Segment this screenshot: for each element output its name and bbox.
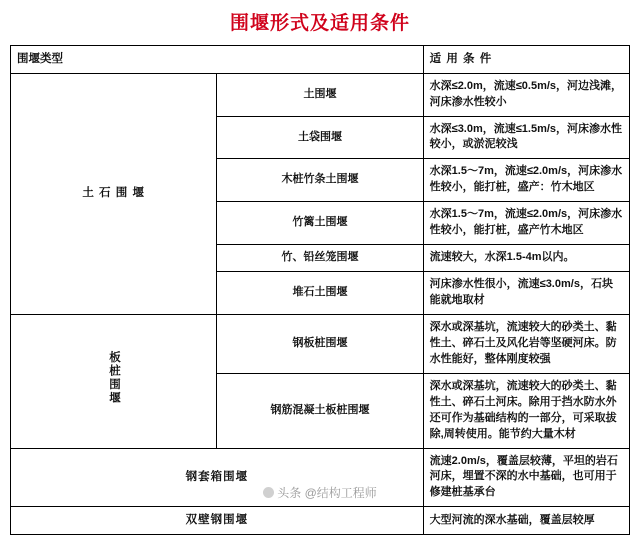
subtype-rc-sheet-pile: 钢筋混凝土板桩围堰 (217, 373, 423, 448)
desc-steel-sheet-pile: 深水或深基坑，流速较大的砂类土、黏性土、碎石土及风化岩等坚硬河床。防水性能好，整体刚度较强 (423, 314, 629, 373)
watermark-text: 头条 @结构工程师 (277, 486, 377, 500)
category-earth-rock: 土 石 围 堰 (11, 73, 217, 314)
desc-soilbag-cofferdam: 水深≤3.0m，流速≤1.5m/s，河床渗水性较小，或淤泥较浅 (423, 116, 629, 159)
table-row (11, 448, 630, 507)
desc-woodpile-bamboo-soil: 水深1.5～7m，流速≤2.0m/s，河床渗水性较小，能打桩，盛产：竹木地区 (423, 159, 629, 202)
header-type: 围堰类型 (11, 46, 424, 74)
subtype-woodpile-bamboo-soil: 木桩竹条土围堰 (217, 159, 423, 202)
subtype-bamboo-wire-cage: 竹、铅丝笼围堰 (217, 245, 423, 272)
subtype-soil-cofferdam: 土围堰 (217, 73, 423, 116)
desc-soil-cofferdam: 水深≤2.0m，流速≤0.5m/s，河边浅滩，河床渗水性较小 (423, 73, 629, 116)
desc-rockfill-soil: 河床渗水性很小，流速≤3.0m/s，石块能就地取材 (423, 272, 629, 315)
category-sheet-pile-label: 板桩围堰 (107, 351, 120, 406)
table-row (11, 314, 630, 373)
table-row (11, 73, 630, 116)
table-header-row (11, 46, 630, 74)
subtype-steel-sheet-pile: 钢板桩围堰 (217, 314, 423, 373)
subtype-rockfill-soil: 堆石土围堰 (217, 272, 423, 315)
category-sheet-pile (11, 314, 217, 448)
desc-double-wall-steel: 大型河流的深水基础，覆盖层较厚 (423, 507, 629, 535)
header-condition: 适 用 条 件 (423, 46, 629, 74)
category-double-wall-steel: 双壁钢围堰 (11, 507, 424, 535)
category-steel-caisson: 钢套箱围堰 (11, 448, 424, 507)
subtype-bamboo-fence-soil: 竹篱土围堰 (217, 202, 423, 245)
desc-steel-caisson: 流速2.0m/s，覆盖层较薄，平坦的岩石河床，埋置不深的水中基础，也可用于修建桩基承台 (423, 448, 629, 507)
desc-rc-sheet-pile: 深水或深基坑，流速较大的砂类土、黏性土、碎石土河床。除用于挡水防水外还可作为基础结构的一部分，可采取拔除,周转使用。能节约大量木材 (423, 373, 629, 448)
page-title: 围堰形式及适用条件 (229, 13, 410, 34)
subtype-soilbag-cofferdam: 土袋围堰 (217, 116, 423, 159)
desc-bamboo-wire-cage: 流速较大，水深1.5-4m以内。 (423, 245, 629, 272)
conditions-table (10, 45, 630, 535)
table-row (11, 507, 630, 535)
desc-bamboo-fence-soil: 水深1.5～7m，流速≤2.0m/s，河床渗水性较小，能打桩，盛产竹木地区 (423, 202, 629, 245)
